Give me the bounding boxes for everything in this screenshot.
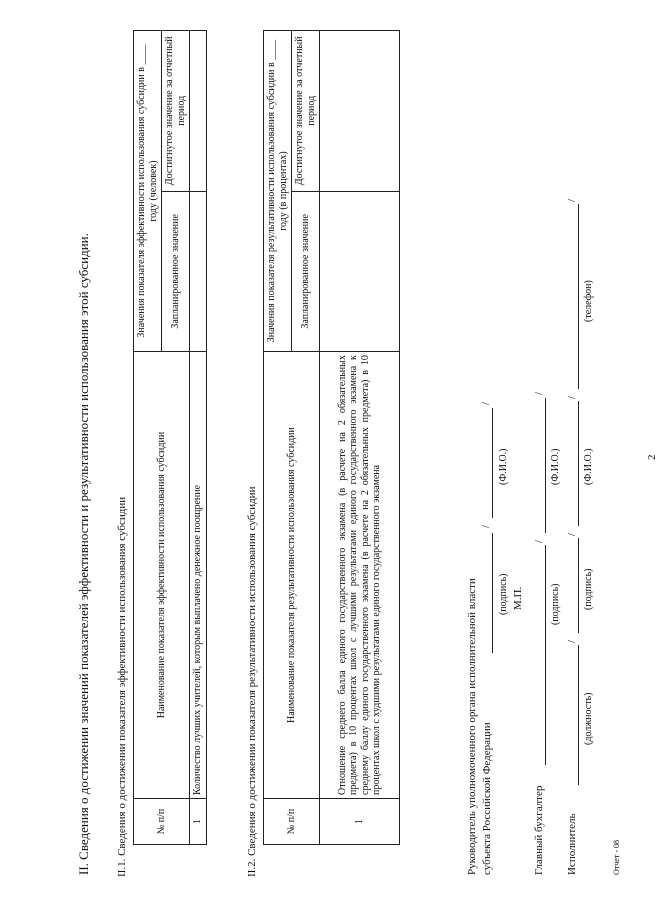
table-row [320,31,400,845]
col-num-header: № п/п [264,798,320,844]
effectiveness-table [263,30,400,845]
row-num: 1 [320,798,400,844]
executor-sign-caption: (подпись) [583,568,594,610]
head-label-line1: Руководитель уполномоченного органа исполнительной власти [466,578,478,875]
executor-label: Исполнитель [566,813,578,875]
head-fio-line [492,408,493,518]
head-label-line2: субъекта Российской Федерации [481,722,493,875]
accountant-label: Главный бухгалтер [533,785,545,875]
section1-title: II.1. Сведения о достижении показателя эффективности использования субсидии [116,496,128,877]
row-achieved [320,31,400,192]
head-signature-line [492,533,493,653]
footer-code: Отчет - 08 [612,839,621,875]
head-fio-caption: (Ф.И.О.) [498,448,509,485]
row-name: Количество лучших учителей, которым выплачено денежное поощрение [190,352,207,799]
section-title: II. Сведения о достижении значений показателей эффективности и результативности использования этой субсидии. [76,233,91,875]
section2-title: II.2. Сведения о достижении показателя результативности использования субсидии [246,486,258,877]
executor-position-line [578,645,579,785]
col-num-header: № п/п [134,798,190,844]
accountant-sign-caption: (подпись) [550,583,561,625]
executor-signature-line [578,538,579,633]
rotated-document-page: 2 II. Сведения о достижении значений показателей эффективности и результативности использования этой субсидии. II.1. Сведения о достижении показателя эффективности использования субсидии № п/п Наименование показателя эффективности использования субсидии Значения показателя эффективности использования субсидии в ____ году (человек) Запланированное значение Достигнутое значение за отчетный период 1 Количество лучших учителей, которым выплачено денежное поощрение II.2. Сведения о достижении показателя результативности использования субсидии № п/п Наименование показателя результативности использования субсидии Значения показателя результативности использования субсидии в ____ году (в процентах) Запланированное значение Достигнутое значение за отчетный период 1 Отношение среднего балла единого государственного экзамена (в расчете на 2 обязательных предмета) в 10 процентах школ с лучшими результатами единого государственного экзамена к среднему баллу единого государственного экзамена (в расчете на 2 обязательных предмета) в 10 процентах школ с худшими результатами единого государственного экзамена Руководитель уполномоченного органа исполнительной власти субъекта Российской Федерации (подпись) / (Ф.И.О.) / М.П. Главный бухгалтер (подпись) / (Ф.И.О.) / Исполнитель (должность) / (подпись) / (Ф.И.О.) / (телефон) / Отчет - 08 [0,0,640,905]
col-name-header: Наименование показателя эффективности использования субсидии [134,352,190,799]
col-planned-header: Запланированное значение [292,191,320,352]
accountant-signature-line [545,545,546,765]
col-values-header: Значения показателя результативности использования субсидии в ____ году (в процентах) [264,31,292,352]
row-name: Отношение среднего балла единого государственного экзамена (в расчете на 2 обязательных предмета) в 10 процентах школ с лучшими результатами единого государственного экзамена к среднему баллу единого государственного экзамена (в расчете на 2 обязательных предмета) в 10 процентах школ с худшими результатами единого государственного экзамена [320,352,400,799]
col-achieved-header: Достигнутое значение за отчетный период [162,31,190,192]
row-num: 1 [190,798,207,844]
executor-phone-line [578,204,579,389]
col-planned-header: Запланированное значение [162,191,190,352]
head-sign-caption: (подпись) [498,573,509,615]
table-row [190,31,207,845]
col-values-header: Значения показателя эффективности использования субсидии в ____ году (человек) [134,31,162,352]
executor-fio-caption: (Ф.И.О.) [583,448,594,485]
row-planned [320,191,400,352]
seal-mark: М.П. [512,586,524,610]
row-planned [190,191,207,352]
executor-fio-line [578,401,579,526]
accountant-fio-caption: (Ф.И.О.) [550,448,561,485]
executor-position-caption: (должность) [583,692,594,745]
executor-phone-caption: (телефон) [583,280,594,322]
page-number: 2 [646,454,658,460]
accountant-fio-line [545,398,546,533]
efficiency-table [133,30,207,845]
row-achieved [190,31,207,192]
col-name-header: Наименование показателя результативности использования субсидии [264,352,320,799]
col-achieved-header: Достигнутое значение за отчетный период [292,31,320,192]
